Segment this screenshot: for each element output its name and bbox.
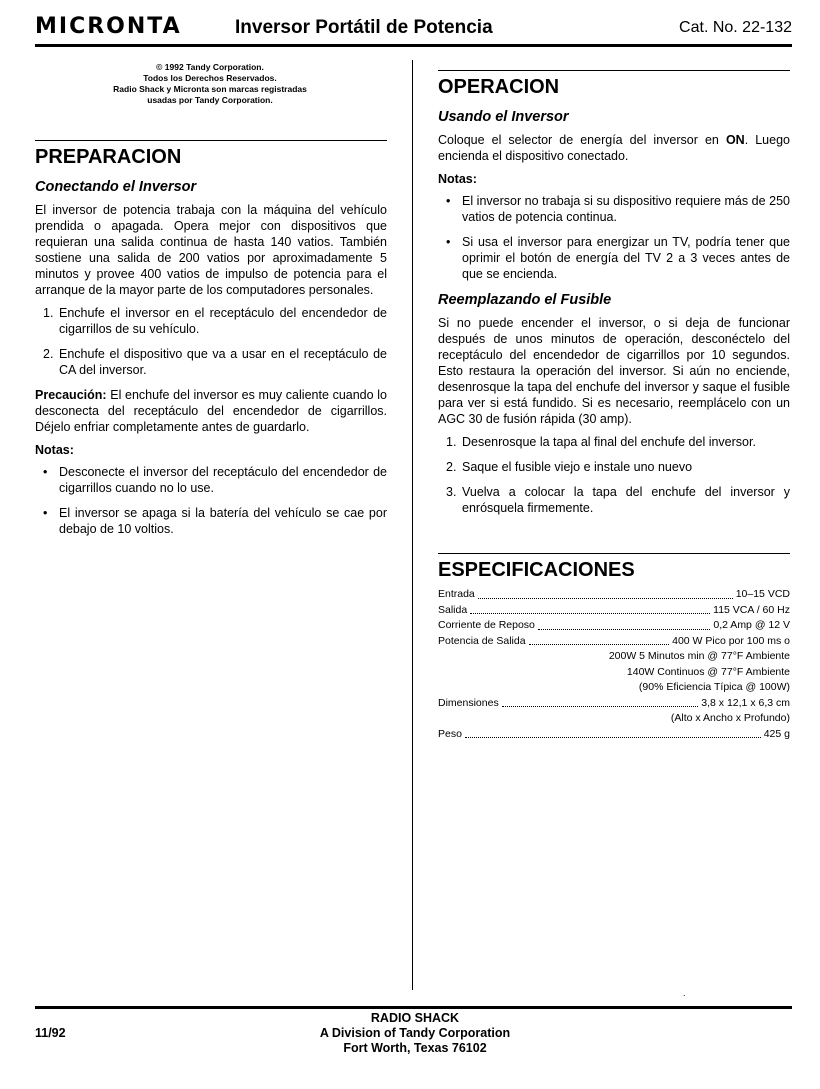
section-rule: [438, 70, 790, 71]
leader-dots: [538, 618, 710, 630]
subheading: Reemplazando el Fusible: [438, 292, 612, 308]
list-item: [438, 459, 790, 475]
copyright-line: usadas por Tandy Corporation.: [147, 95, 273, 105]
caution-paragraph: [35, 387, 387, 435]
intro-text: . Luego encienda el dispositivo conectado.: [438, 133, 790, 163]
catalog-number: Cat. No. 22-132: [679, 19, 792, 36]
note-text: Si usa el inversor para energizar un TV, podría tener que oprimir el botón de energía del TV 2 a 3 veces antes de que se encienda.: [462, 235, 790, 281]
spec-label: Corriente de Reposo: [438, 619, 535, 631]
subheading: Usando el Inversor: [438, 109, 569, 125]
copyright-line: Todos los Derechos Reservados.: [143, 73, 277, 83]
copyright-line: Radio Shack y Micronta son marcas registradas: [113, 84, 307, 94]
spec-label: Potencia de Salida: [438, 634, 526, 647]
step-text: Saque el fusible viejo e instale uno nuevo: [462, 460, 693, 474]
notes-label: Notas:: [438, 172, 477, 186]
spec-row: [438, 727, 790, 743]
spec-continuation: (90% Eficiencia Típica @ 100W): [638, 681, 790, 693]
list-item: [438, 193, 790, 225]
spec-value: 3,8 x 12,1 x 6,3 cm: [701, 696, 790, 709]
leader-dots: [470, 603, 710, 615]
spec-value: 400 W Pico por 100 ms o: [672, 634, 790, 647]
section-rule: [35, 140, 387, 141]
notes-list: [438, 193, 790, 282]
caution-text: El enchufe del inversor es muy caliente cuando lo desconecta del receptáculo del encendedor de cigarrillos. Déjelo enfriar completamente antes de guardarlo.: [35, 388, 387, 434]
spec-value: 425 g: [763, 727, 790, 740]
copyright-line: © 1992 Tandy Corporation.: [156, 62, 264, 72]
spec-continuation: 200W 5 Minutos min @ 77°F Ambiente: [608, 650, 790, 662]
spec-row: [438, 603, 790, 619]
step-number: 3.: [446, 485, 457, 499]
bullet-icon: •: [446, 235, 451, 249]
note-text: Desconecte el inversor del receptáculo del encendedor de cigarrillos cuando no lo use.: [59, 465, 387, 495]
leader-dots: [465, 727, 761, 739]
list-item: [438, 234, 790, 282]
fuse-steps: [438, 434, 790, 516]
spec-label: Entrada: [438, 588, 475, 600]
step-number: 2.: [43, 347, 54, 361]
step-number: 2.: [446, 460, 457, 474]
spec-table: [438, 587, 790, 742]
setup-steps: [35, 305, 387, 378]
caution-label: Precaución:: [35, 388, 107, 402]
leader-dots: [478, 587, 733, 599]
step-text: Desenrosque la tapa al final del enchufe del inversor.: [462, 435, 756, 449]
bullet-icon: •: [43, 465, 48, 479]
intro-text: Coloque el selector de energía del inversor en: [438, 133, 719, 147]
spec-continuation: 140W Continuos @ 77°F Ambiente: [626, 665, 790, 678]
spec-row: [438, 618, 790, 634]
page-header: [35, 14, 792, 40]
company-name: RADIO SHACK: [370, 1011, 460, 1025]
header-rule: [35, 44, 792, 47]
spec-label: Peso: [438, 727, 462, 740]
list-item: [35, 305, 387, 337]
column-divider: [412, 60, 413, 990]
step-text: Vuelva a colocar la tapa del enchufe del inversor y enrósquela firmemente.: [462, 485, 790, 515]
company-city: Fort Worth, Texas 76102: [343, 1041, 487, 1055]
list-item: [35, 505, 387, 537]
notes-label: Notas:: [35, 443, 74, 457]
step-text: Enchufe el dispositivo que va a usar en el receptáculo de CA del inversor.: [59, 347, 387, 377]
section-rule: [438, 553, 790, 554]
spec-row: [438, 696, 790, 712]
footer-rule: [35, 1006, 792, 1009]
note-text: El inversor se apaga si la batería del vehículo se cae por debajo de 10 voltios.: [59, 506, 387, 536]
list-item: [438, 484, 790, 516]
spec-continuation: (Alto x Ancho x Profundo): [670, 712, 790, 724]
bullet-icon: •: [446, 194, 451, 208]
company-address: [250, 1011, 580, 1056]
spec-value: 0,2 Amp @ 12 V: [713, 619, 790, 631]
copyright-notice: [60, 62, 360, 106]
step-text: Enchufe el inversor en el receptáculo del encendedor de cigarrillos de su vehículo.: [59, 306, 387, 336]
leader-dots: [529, 634, 670, 646]
section-title: OPERACION: [438, 76, 560, 98]
notes-list: [35, 464, 387, 537]
operacion-section: [438, 70, 790, 742]
spec-label: Dimensiones: [438, 696, 499, 709]
bullet-icon: •: [43, 506, 48, 520]
list-item: [35, 464, 387, 496]
on-label: ON: [725, 133, 745, 147]
preparacion-section: [35, 140, 387, 546]
spec-value: 10–15 VCD: [735, 588, 790, 600]
print-date: 11/92: [35, 1026, 66, 1040]
subheading: Conectando el Inversor: [35, 179, 197, 195]
section-title: PREPARACION: [35, 146, 182, 168]
list-item: [35, 346, 387, 378]
spec-row: [438, 634, 790, 650]
fuse-paragraph: Si no puede encender el inversor, o si deja de funcionar después de unos minutos de operación, desconéctelo del receptáculo del encendedor de cigarrillos por 10 segundos. Esto restaura la operación del inversor. Si aún no enciende, desenrosque la tapa del enchufe del inversor y saque el fusible para ver si está fundido. Si es necesario, reemplácelo con un AGC 30 de fusión rápida (30 amp).: [438, 316, 790, 426]
leader-dots: [502, 696, 699, 708]
note-text: El inversor no trabaja si su dispositivo requiere más de 250 vatios de potencia continua.: [462, 194, 790, 224]
section-title: ESPECIFICACIONES: [438, 559, 635, 581]
stray-mark: .: [683, 988, 686, 998]
intro-paragraph: [438, 132, 790, 164]
brand-logo: MICRONTA: [35, 14, 182, 39]
list-item: [438, 434, 790, 450]
document-title: Inversor Portátil de Potencia: [235, 17, 493, 38]
spec-row: [438, 587, 790, 603]
company-division: A Division of Tandy Corporation: [319, 1026, 511, 1040]
intro-paragraph: El inversor de potencia trabaja con la máquina del vehículo prendida o apagada. Opera mejor con dispositivos que requieran una salida continua de hasta 140 vatios. También sostiene una salida de 200 vatios por aproximadamente 5 minutos y provee 400 vatios de impulso de potencia para el arranque de la mayor parte de los computadores personales.: [35, 203, 387, 297]
spec-label: Salida: [438, 603, 468, 616]
step-number: 1.: [446, 435, 457, 449]
step-number: 1.: [43, 306, 54, 320]
spec-value: 115 VCA / 60 Hz: [713, 603, 790, 616]
